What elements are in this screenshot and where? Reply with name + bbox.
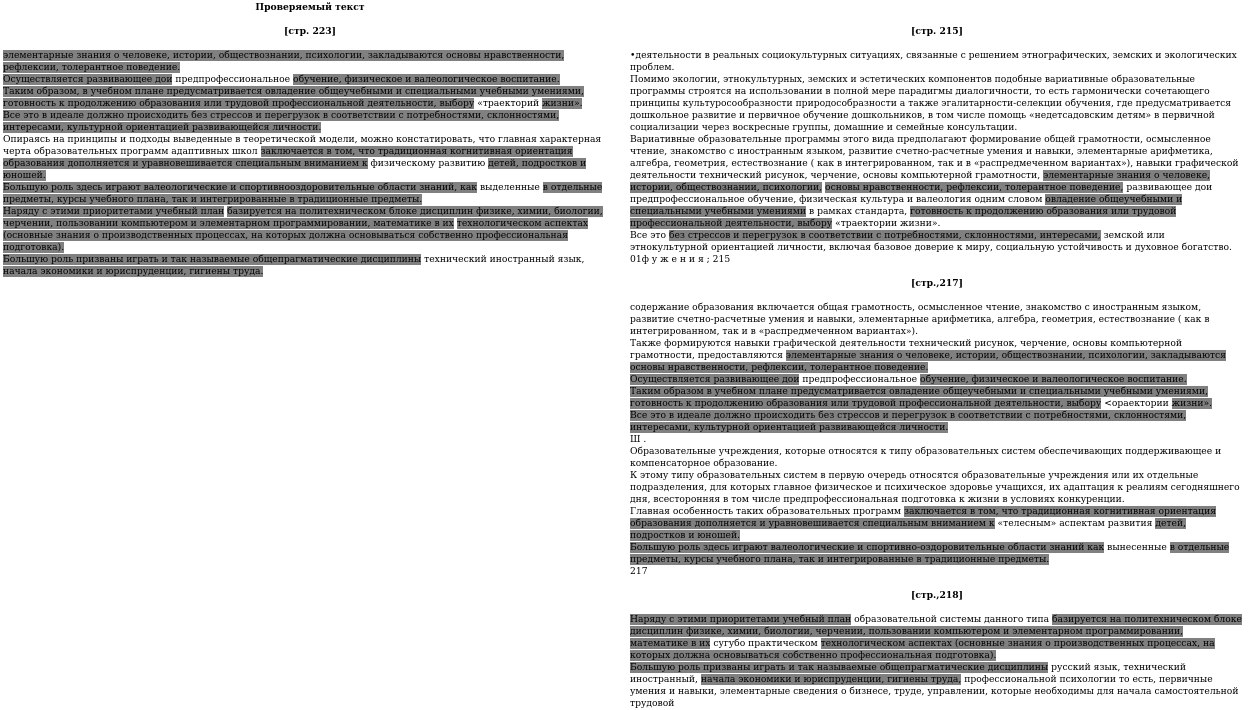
text-paragraph xyxy=(630,470,1244,506)
matched-fragment: технологическом аспектах (основные знания о производственных процессах, на которых должна основываться собственно профессиональная подготовка). xyxy=(630,638,1215,661)
text-fragment: Все это xyxy=(630,230,669,241)
matched-fragment: заключается в том, что традиционная когнитивная ориентация образования дополняется и уравновешивается специальным вниманием к xyxy=(630,506,1216,529)
matched-fragment: основы нравственности, рефлексии, толерантное поведение, xyxy=(825,182,1124,193)
matched-fragment: Наряду с этими приоритетами учебный план xyxy=(3,206,225,217)
text-fragment: К этому типу образовательных систем в первую очередь относятся образовательные учреждения или их отдельные подразделения, для которых главное физическое и психическое здоровье учащихся, их адаптация к реалиям сегодняшнего дня, всесторонняя в том числе предпрофессиональная подготовка к жизни в условиях конкуренции. xyxy=(630,470,1240,505)
matched-fragment: начала экономики и юриспруденции, гигиены труда. xyxy=(3,266,264,277)
page-ref-217: [стр.,217] xyxy=(911,278,963,289)
text-fragment: «траектории жизни». xyxy=(832,218,941,229)
text-paragraph xyxy=(630,338,1244,374)
matched-fragment: Таким образом в учебном плане предусматривается овладение общеучебными и специальными учебными умениями, готовность к продолжению образования или трудовой профессиональной деятельности, выбору xyxy=(630,386,1208,409)
text-paragraph xyxy=(630,374,1244,386)
text-paragraph xyxy=(630,74,1244,134)
text-fragment: технический иностранный язык, xyxy=(421,254,585,265)
source-section-217 xyxy=(630,302,1244,578)
text-paragraph xyxy=(630,434,1244,446)
text-fragment: Ш . xyxy=(630,434,647,445)
matched-fragment: в отдельные предметы, курсы учебного плана, так и интегрированные в традиционные предметы. xyxy=(3,182,603,205)
text-paragraph xyxy=(3,110,617,134)
text-fragment: Помимо экологии, этнокультурных, земских и эстетических компонентов подобные вариативные образовательные программы строятся на использовании в полной мере парадигмы диалогичности, то есть гармонически сочетающего принципы культуросообразности природособразности а также эгалитарности-селекции обучения, где предусматривается дошкольное развитие и первичное обучение дошкольников, в том числе помощь «недетсадовским детям» в первичной социализации через воскресные группы, домашние и семейные консультации. xyxy=(630,74,1232,133)
text-paragraph xyxy=(3,206,617,254)
text-fragment: образовательной системы данного типа xyxy=(851,614,1052,625)
text-fragment: сугубо практическом xyxy=(710,638,821,649)
text-paragraph xyxy=(630,566,1244,578)
text-fragment: вынесенные xyxy=(1104,542,1170,553)
text-fragment: Опираясь на принципы и подходы выведенные в теоретической модели, можно констатировать, что главная характерная черта образовательных программ адаптивных школ xyxy=(3,134,602,157)
matched-fragment: начала экономики и юриспруденции, гигиены труда, xyxy=(700,674,962,685)
checked-text-body xyxy=(3,50,617,278)
text-paragraph xyxy=(630,542,1244,566)
matched-fragment: без стрессов и перегрузок в соответствии с потребностями, склонностями, интересами, xyxy=(668,230,1101,241)
text-fragment: выделенные xyxy=(477,182,543,193)
matched-fragment: детей, подростков и юношей. xyxy=(3,158,587,181)
text-paragraph xyxy=(3,74,617,86)
matched-fragment: Осуществляется развивающее дои xyxy=(630,374,800,385)
page-ref-218: [стр.,218] xyxy=(911,590,963,601)
text-paragraph xyxy=(630,386,1244,410)
text-fragment: «телесным» аспектам развития xyxy=(994,518,1156,529)
matched-fragment: в отдельные предметы, курсы учебного плана, так и интегрированные в традиционные предметы. xyxy=(630,542,1230,565)
matched-fragment: Таким образом, в учебном плане предусматривается овладение общеучебными и специальными учебными умениями, готовность к продолжению образования или трудовой профессиональной деятельности, выбору xyxy=(3,86,584,109)
text-fragment: 217 xyxy=(630,566,648,577)
matched-fragment: жизни». xyxy=(542,98,583,109)
text-paragraph xyxy=(630,410,1244,434)
text-paragraph xyxy=(630,230,1244,254)
text-fragment: «траекторий xyxy=(474,98,543,109)
matched-fragment: Большую роль здесь играют валеологические и спортивнооздоровительные области знаний, как xyxy=(3,182,478,193)
matched-fragment: Большую роль призваны играть и так называемые общепрагматические дисциплины xyxy=(3,254,422,265)
matched-fragment: базируется на политехническом блоке дисциплин физике, химии, биологии, черчении, пользовании компьютером и элементарном программировании, математике в их xyxy=(3,206,603,229)
page-ref-223: [стр. 223] xyxy=(284,26,336,37)
matched-fragment: технологическом аспектах (основные знания о производственных процессах, на которых должна основываться собственно профессиональная подготовка). xyxy=(3,218,589,253)
text-paragraph xyxy=(3,254,617,278)
matched-fragment: Все это в идеале должно происходить без стрессов и перегрузок в соответствии с потребностями, склонностями, интересами, культурной ориентацией развивающейся личности. xyxy=(630,410,1187,433)
text-paragraph xyxy=(3,134,617,182)
text-paragraph xyxy=(630,134,1244,230)
matched-fragment: обучение, физическое и валеологическое воспитание. xyxy=(920,374,1187,385)
text-fragment: Вариативные образовательные программы этого вида предполагают формирование общей грамотности, осмысленное чтение, знакомство с иностранным языком, развитие счетно-расчетные умения и навыки, элементарные арифметика, алгебра, геометрия, естествознание ( как в интегрированном, так и в «распредмеченном вариантах»), навыки графической деятельности технический рисунок, черчение, основы компьютерной грамотности, xyxy=(630,134,1239,181)
text-paragraph xyxy=(630,614,1244,662)
text-fragment: русский язык, технический иностранный, xyxy=(630,662,1186,685)
matched-fragment: готовность к продолжению образования или трудовой профессиональной деятельности, выбору xyxy=(630,206,1177,229)
text-fragment: предпрофессиональное xyxy=(799,374,921,385)
checked-text-column xyxy=(3,0,617,278)
text-fragment: •деятельности в реальных социокультурных ситуациях, связанные с решением этнографических, земских и экологических проблем. xyxy=(630,50,1237,73)
text-fragment: физическому развитию xyxy=(367,158,489,169)
matched-fragment: Большую роль призваны играть и так называемые общепрагматические дисциплины xyxy=(630,662,1049,673)
matched-fragment: Наряду с этими приоритетами учебный план xyxy=(630,614,852,625)
source-section-218 xyxy=(630,614,1244,710)
matched-fragment: Все это в идеале должно происходить без стрессов и перегрузок в соответствии с потребностями, склонностями, интересами, культурной ориентацией развивающейся личности. xyxy=(3,110,560,133)
matched-fragment: Большую роль здесь играют валеологические и спортивно-оздоровительные области знаний как xyxy=(630,542,1105,553)
text-paragraph xyxy=(630,302,1244,338)
text-paragraph xyxy=(630,446,1244,470)
checked-text-title: Проверяемый текст xyxy=(255,2,365,13)
matched-fragment: базируется на политехническом блоке дисциплин физике, химии, биологии, черчении, пользовании компьютером и элементарном программировании, математике в их xyxy=(630,614,1242,649)
text-fragment: <ораектории xyxy=(1101,398,1172,409)
text-fragment: в рамках стандарта, xyxy=(806,206,911,217)
matched-fragment: заключается в том, что традиционная когнитивная ориентация образования дополняется и уравновешивается специальным вниманием к xyxy=(3,146,573,169)
matched-fragment: овладение общеучебными и специальными учебными умениями xyxy=(630,194,1183,217)
page-ref-215: [стр. 215] xyxy=(911,26,963,37)
text-paragraph xyxy=(3,86,617,110)
text-fragment: развивающее дои предпрофессиональное обучение, физическая культура и валеология одним словом xyxy=(630,182,1213,205)
text-fragment: Также формируются навыки графической деятельности технический рисунок, черчение, основы компьютерной грамотности, предоставляются xyxy=(630,338,1182,361)
text-paragraph xyxy=(630,254,1244,266)
text-paragraph xyxy=(630,50,1244,74)
text-fragment: 01ф у ж е н и я ; 215 xyxy=(630,254,731,265)
matched-fragment: Осуществляется развивающее дои xyxy=(3,74,173,85)
matched-fragment: жизни». xyxy=(1171,398,1213,409)
text-fragment: профессиональной психологии то есть, первичные умения и навыки, элементарные сведения о бизнесе, труде, управлении, которые необходимы для начала самостоятельной трудовой xyxy=(630,674,1239,709)
source-text-column xyxy=(630,0,1244,710)
text-fragment: Образовательные учреждения, которые относятся к типу образовательных систем обеспечивающих поддерживающее и компенсаторное образование. xyxy=(630,446,1222,469)
text-paragraph xyxy=(630,662,1244,710)
text-fragment: содержание образования включается общая грамотность, осмысленное чтение, знакомство с иностранным языком, развитие счетно-расчетные умения и навыки, элементарные арифметика, алгебра, геометрия, естествознание ( как в интегрированном, так и в «распредмеченном вариантах»). xyxy=(630,302,1210,337)
text-fragment: предпрофессиональное xyxy=(172,74,294,85)
matched-fragment: элементарные знания о человеке, истории, обществознании, психологии, закладываются основы нравственности, рефлексии, толерантное поведение. xyxy=(3,50,565,73)
matched-fragment: детей, подростков и юношей. xyxy=(630,518,1187,541)
source-section-215 xyxy=(630,50,1244,266)
matched-fragment: обучение, физическое и валеологическое воспитание. xyxy=(293,74,560,85)
text-paragraph xyxy=(3,50,617,74)
matched-fragment: элементарные знания о человеке, истории, обществознании, психологии, xyxy=(630,170,1211,193)
text-paragraph xyxy=(3,182,617,206)
matched-fragment: элементарные знания о человеке, истории, обществознании, психологии, закладываются основы нравственности, рефлексии, толерантное поведение. xyxy=(630,350,1226,373)
text-fragment: Главная особенность таких образовательных программ xyxy=(630,506,904,517)
text-fragment: земской или этнокультурной ориентацией личности, включая базовое доверие к миру, социальную устойчивость и духовное богатство. xyxy=(630,230,1232,253)
text-paragraph xyxy=(630,506,1244,542)
